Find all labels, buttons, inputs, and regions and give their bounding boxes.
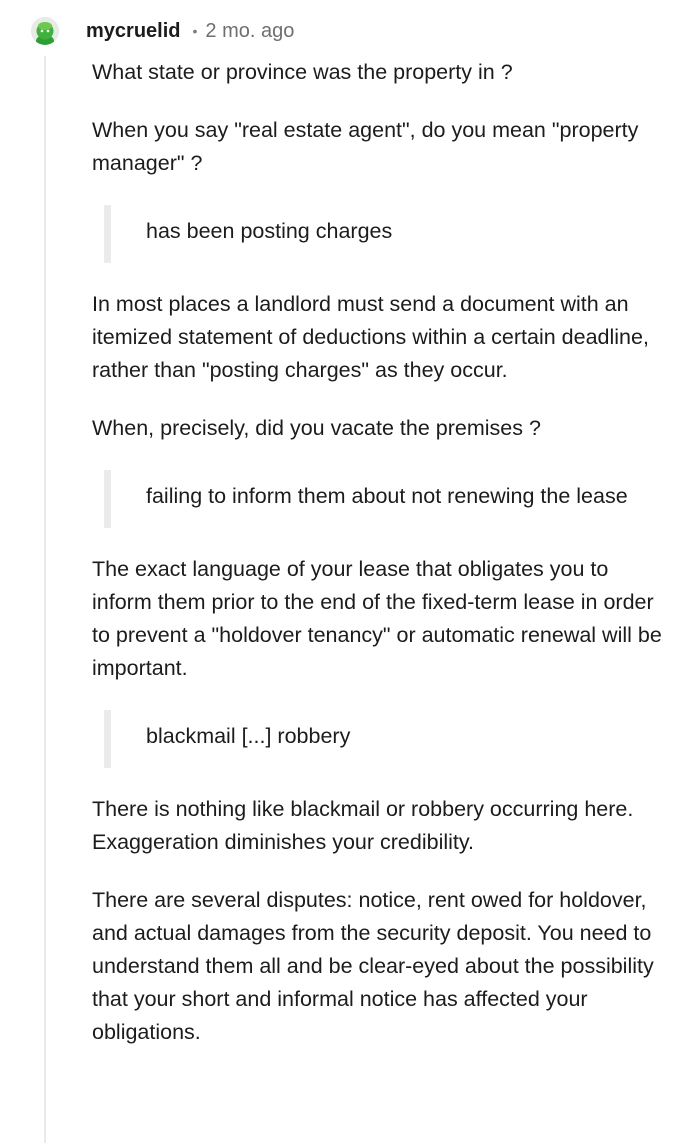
comment-paragraph: In most places a landlord must send a document with an itemized statement of deductions within a certain deadline, rather than "posting charges" as they occur. (92, 292, 649, 382)
comment-header (86, 16, 294, 46)
comment-paragraph: When, precisely, did you vacate the premises ? (92, 416, 541, 440)
comment-paragraph: What state or province was the property in ? (92, 60, 513, 84)
quote-block (104, 710, 672, 768)
quote-block (104, 470, 672, 528)
comment-body (92, 56, 672, 1074)
quote-block (104, 205, 672, 263)
quote-text: blackmail [...] robbery (146, 724, 351, 748)
quote-text: failing to inform them about not renewing the lease (146, 484, 628, 508)
avatar[interactable] (31, 17, 59, 45)
meta-separator: • (192, 23, 198, 39)
snoo-avatar-icon (31, 17, 59, 45)
comment-paragraph: There is nothing like blackmail or robbery occurring here. Exaggeration diminishes your credibility. (92, 797, 634, 854)
quote-text: has been posting charges (146, 219, 393, 243)
comment-paragraph: When you say "real estate agent", do you mean "property manager" ? (92, 118, 639, 175)
comment-paragraph: There are several disputes: notice, rent owed for holdover, and actual damages from the security deposit. You need to understand them all and be clear-eyed about the possibility that your short and informal notice has affected your obligations. (92, 888, 654, 1044)
comment-paragraph: The exact language of your lease that obligates you to inform them prior to the end of the fixed-term lease in order to prevent a "holdover tenancy" or automatic renewal will be important. (92, 557, 662, 680)
username-link[interactable]: mycruelid (86, 19, 181, 42)
comment-timestamp[interactable]: 2 mo. ago (205, 19, 295, 42)
thread-line[interactable] (44, 56, 46, 1143)
